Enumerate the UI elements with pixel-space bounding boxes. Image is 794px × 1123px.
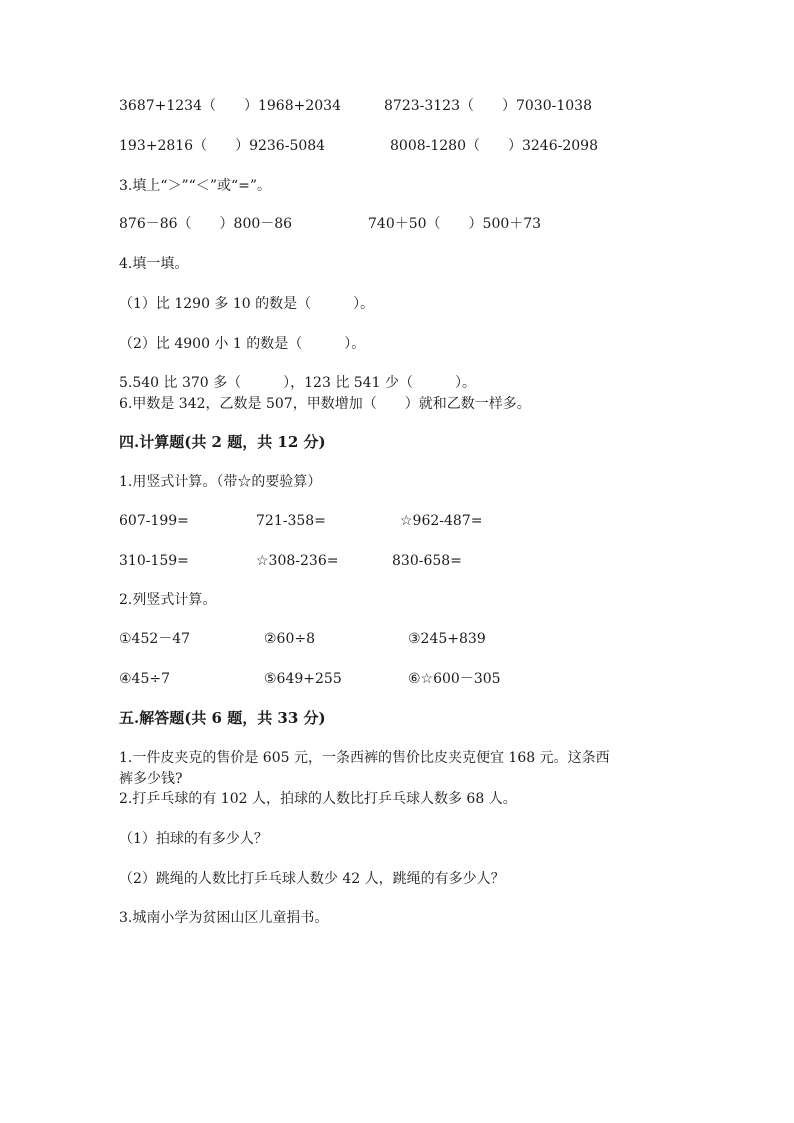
section-5-question-3: 3.城南小学为贫困山区儿童捐书。 — [119, 910, 329, 926]
section-5-heading: 五.解答题(共 6 题，共 33 分) — [119, 709, 326, 727]
calc-problem: 721-358= — [256, 513, 326, 529]
question-6: 6.甲数是 342，乙数是 507，甲数增加（ ）就和乙数一样多。 — [119, 396, 531, 412]
section-4-heading: 四.计算题(共 2 题，共 12 分) — [119, 433, 326, 451]
calc-problem: 310-159= — [119, 553, 189, 569]
compare-expression: 876－86（ ）800－86 — [119, 216, 293, 232]
question-4-title: 4.填一填。 — [119, 256, 189, 272]
compare-expression: 8008-1280（ ）3246-2098 — [390, 138, 598, 154]
calc-problem: ☆308-236= — [256, 553, 339, 569]
calc-problem: ②60÷8 — [264, 631, 316, 647]
section-4-question-1-title: 1.用竖式计算。（带☆的要验算） — [119, 474, 322, 490]
calc-problem: ④45÷7 — [119, 671, 171, 687]
compare-expression: 740＋50（ ）500＋73 — [368, 216, 542, 232]
section-5-question-2-sub-1: （1）拍球的有多少人？ — [119, 831, 268, 847]
compare-expression: 8723-3123（ ）7030-1038 — [384, 98, 592, 114]
section-5-question-1-line-2: 裤多少钱? — [119, 771, 183, 787]
calc-problem: ①452－47 — [119, 631, 191, 647]
calc-problem: ③245+839 — [408, 631, 486, 647]
calc-problem: ⑤649+255 — [264, 671, 342, 687]
calc-problem: ☆962-487= — [400, 513, 483, 529]
question-5: 5.540 比 370 多（ ），123 比 541 少（ ）。 — [119, 375, 476, 391]
compare-expression: 3687+1234（ ）1968+2034 — [119, 98, 341, 114]
question-4-item-2: （2）比 4900 小 1 的数是（ ）。 — [119, 336, 366, 352]
section-5-question-2-sub-2: （2）跳绳的人数比打乒乓球人数少 42 人，跳绳的有多少人？ — [119, 871, 505, 887]
section-5-question-1-line-1: 1.一件皮夹克的售价是 605 元，一条西裤的售价比皮夹克便宜 168 元。这条西 — [119, 750, 610, 766]
calc-problem: 607-199= — [119, 513, 189, 529]
calc-problem: 830-658= — [392, 553, 462, 569]
section-5-question-2: 2.打乒乓球的有 102 人，拍球的人数比打乒乓球人数多 68 人。 — [119, 791, 517, 807]
section-4-question-2-title: 2.列竖式计算。 — [119, 592, 217, 608]
question-3-title: 3.填上“＞”“＜”或“=”。 — [119, 178, 272, 194]
compare-expression: 193+2816（ ）9236-5084 — [119, 138, 326, 154]
calc-problem: ⑥☆600－305 — [408, 671, 501, 687]
question-4-item-1: （1）比 1290 多 10 的数是（ ）。 — [119, 296, 375, 312]
